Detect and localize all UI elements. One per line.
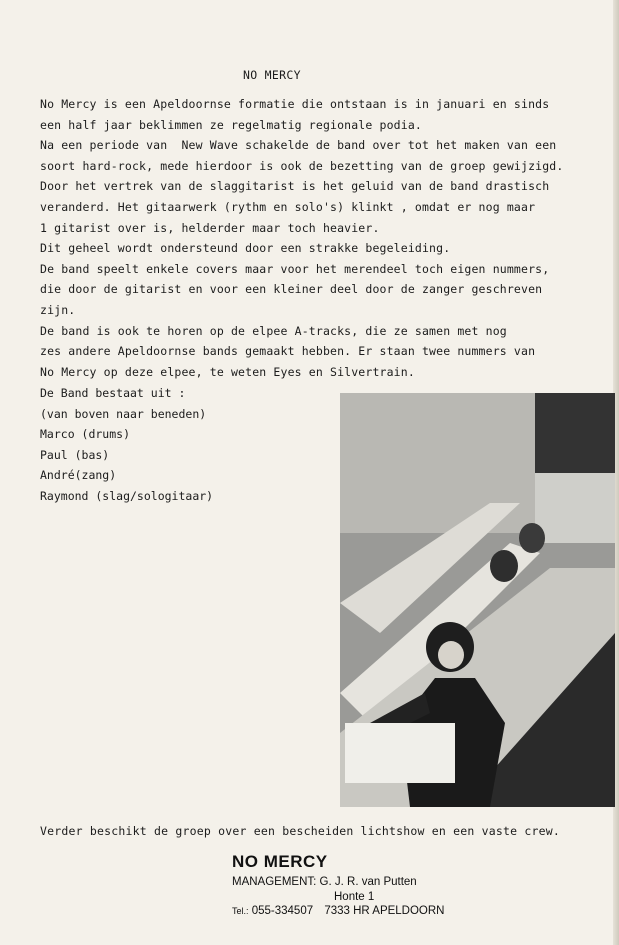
body-line: een half jaar beklimmen ze regelmatig regionale podia. [40,117,422,132]
member-item: Marco (drums) [40,427,131,442]
member-item: Paul (bas) [40,447,110,462]
body-line: die door de gitarist en voor een kleiner deel door de zanger geschreven [40,282,543,297]
body-line: De band speelt enkele covers maar voor het merendeel toch eigen nummers, [40,261,550,276]
article-title: NO MERCY [243,68,301,82]
tel-number: 055-334507 [251,905,314,917]
body-line: Na een periode van New Wave schakelde de band over tot het maken van een [40,138,557,153]
body-line: 1 gitarist over is, helderder maar toch heavier. [40,220,380,235]
stamp-city: 7333 HR APELDOORN [324,905,445,917]
stamp-management: MANAGEMENT: G. J. R. van Putten [232,876,417,888]
body-line: De band is ook te horen op de elpee A-tracks, die ze samen met nog [40,323,507,338]
members-order-note: (van boven naar beneden) [40,406,207,421]
member-item: André(zang) [40,468,117,483]
body-line: zes andere Apeldoornse bands gemaakt hebben. Er staan twee nummers van [40,344,536,359]
band-members [40,383,330,507]
body-line: No Mercy op deze elpee, te weten Eyes en Silvertrain. [40,364,415,379]
band-photo [340,393,615,807]
stamp-phone-line [232,905,492,917]
body-line: zijn. [40,302,76,317]
tel-label: Tel.: [232,906,249,916]
contact-stamp [232,852,492,917]
body-line: veranderd. Het gitaarwerk (rythm en solo's) klinkt , omdat er nog maar [40,199,536,214]
closing-sentence: Verder beschikt de groep over een bescheiden lichtshow en een vaste crew. [40,824,561,838]
article-body [40,94,600,382]
members-heading: De Band bestaat uit : [40,386,186,400]
body-line: No Mercy is een Apeldoornse formatie die ontstaan is in januari en sinds [40,97,550,111]
body-line: soort hard-rock, mede hierdoor is ook de bezetting van de groep gewijzigd. [40,158,564,173]
stamp-band-name: NO MERCY [232,852,328,871]
body-line: Door het vertrek van de slaggitarist is het geluid van de band drastisch [40,179,550,194]
body-line: Dit geheel wordt ondersteund door een strakke begeleiding. [40,241,451,256]
member-item: Raymond (slag/sologitaar) [40,488,214,503]
stamp-street: Honte 1 [334,891,375,903]
